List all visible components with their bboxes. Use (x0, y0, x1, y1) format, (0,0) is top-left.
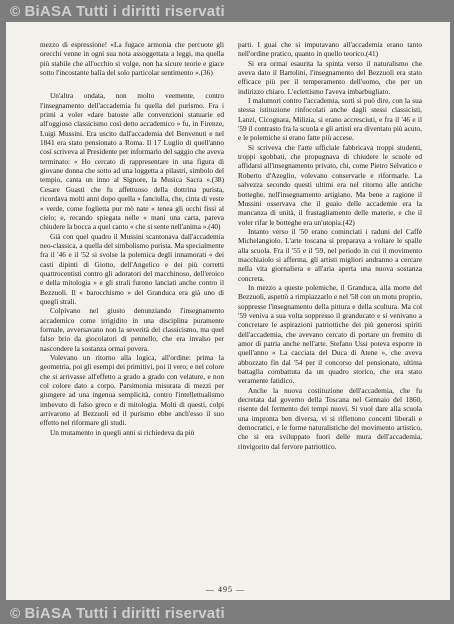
paragraph: Un mutamento in quegli anni si richiedeva da più (50, 427, 195, 437)
watermark-text: BiASA Tutti i diritti riservati (24, 604, 225, 622)
paragraph: Un'altra ondata, non molto veemente, contro l'insegnamento dell'accademia fu quella del purismo. Fra i primi a voler «dare batoste alle convenzioni statuarie ed all'oggioso classicismo così detto accademico » fu, in Firenze, Luigi Mussini. Era uscito dall'accademia del Benvenuti e nel 1841 era stato pensionato a Roma. Il 17 Luglio di quell'anno così scriveva al Presidente per informarlo del saggio che aveva terminato: « Ho cercato di rappresentare in una figura di giovane donna che sotto ad una loggetta a pilastri, simbolo del tempio, canta un inno al Signore, la Musica Sacra ».(38) Cesare Guasti che fu affettuoso della dottrina purista, ricordava molti anni dopo quella « fanciulla, che, cinta di veste « verde, come foglietta pur mò nate « tenea gli occhi fissi al cielo; e, recando spiegata nelle « mani una carta, pareva chiudere la bocca a quel canto « che si sente nell'anima ».(40) (40, 91, 224, 232)
paragraph: Colpivano nel giusto denunziando l'insegnamento accademico come irrigidito in una disciplina puramente formale, avversavano non la severità del classicismo, ma quel falso brio da giocolatori di pennello, che era invalso per nascondere la sostanza ormai povera. (40, 306, 224, 353)
paragraph: Intanto verso il '50 erano cominciati i raduni del Caffè Michelangiolo. L'arte toscana si preparava a voltare le spalle alla scuola. Fra il '55 e il '59, nel periodo in cui il movimento macchiaiolo si afferma, gli artisti migliori andranno a cercare nella vita giornaliera e all'aria aperta una nuova sostanza concreta. (238, 226, 422, 283)
paragraph: In mezzo a queste polemiche, il Granduca, alla morte del Bezzuoli, aspettò a rimpiazzarlo e nel '58 con un motu proprio, soppresse l'insegnamento della pittura e della scultura. Ma col '59 veniva a sua volta soppresso il granducato e si venivano a concretare le aspirazioni patriottiche dei più generosi spiriti dell'accademia, che avevano cercato di portare un fremito di amor di patria anche nell'arte. Stefano Ussi poteva esporre in quell'anno « La cacciata del Duca di Atene », che aveva abbozzato fin dal '54 per il concorso del pensionato, ultima battaglia combattuta da un quadro storico, che era stato veramente fatidico. (238, 282, 422, 386)
paragraph: I malumori contro l'accademia, sorti si può dire, con la sua stessa istituzione rinfocolati anche dagli stessi classicisti, Lanzi, Cicognara, Milizia, si erano accresciuti, e fra il '46 e il '59 il contrasto fra la scuola e gli artisti era diventato più acuto, e le polemiche si erano fatte più accese. (238, 96, 422, 143)
document-page (6, 22, 450, 600)
paragraph: Volevano un ritorno alla logica, all'ordine: prima la geometria, poi gli esempi dei primitivi, poi il vero; e nel colore che si arrivasse all'effetto a grado a grado con velature, e non col colore dato a corpo. Parsimonia misurata di mezzi per giungere ad una ingenua semplicità, contro l'intellettualismo imbevuto di falso greco e di mitologia. Molti di questi, colpi arrivarono al Bezzuoli ed il purismo ebbe anch'esso il suo effetto nel riformare gli studi. (40, 353, 224, 428)
copyright-logo: © (10, 3, 21, 19)
watermark-top (0, 0, 454, 22)
watermark-text: BiASA Tutti i diritti riservati (24, 2, 225, 20)
watermark-bottom (0, 602, 454, 624)
copyright-logo: © (10, 605, 21, 621)
paragraph: parti. I guai che si imputavano all'accademia erano tanto nell'ordine pratico, quanto in quello teorico.(41) (238, 40, 422, 59)
paragraph: mezzo di espressione! «La fugace armonia che percuote gli orecchi venne in ogni sua nota assoggettata a leggi, ma quella più stabile che all'occhio si volge, non ha sicure teorie e giace sotto l'incostante balìa del solo particolar sentimento ».(36) (40, 40, 224, 78)
paragraph: Si era ormai esaurita la spinta verso il naturalismo che aveva dato il Bartolini, l'insegnamento del Bezzuoli era stato efficace più per il temperamento dell'uomo, che per un indirizzo chiaro. L'eclettismo l'aveva imbarbugliato. (238, 58, 422, 96)
paragraph: Si scriveva che l'arte ufficiale fabbricava troppi studenti, troppi sgobbati, che propugnava di chiudere le scuole ed affidarsi all'insegnamento privato, chi, come Pietro Selvatico e Roberto d'Azeglio, volevano conservarle e riformarle. La salvezza secondo questi ultimi era nel ritorno alle antiche botteghe, nell'insegnamento artigiano. Ma bene a ragione il Mussini osservava che il guaio delle accademie era la mancanza di unità, il frastagliamento delle materie, e che il voler rifar le botteghe era un'utopia.(42) (238, 142, 422, 227)
right-column (238, 40, 422, 451)
paragraph: Già con quel quadro il Mussini scantonava dall'accademia neo-classica, a quella del simbolismo purista. Ma specialmente fra il '46 e il '52 si svolse la polemica degli innamorati « dei casti dipinti di Giotto, dell'Angelico e dei più corretti quattrocentisti contro gli adoratori del macchinoso, dell'eroico e della mitologia » e gli strali furono lanciati anche contro il Bezzuoli. Il « barocchismo » del Granduca era già uno di quegli strali. (40, 231, 224, 306)
paragraph: Anche la nuova costituzione dell'accademia, che fu decretata dal governo della Toscana nel Gennaio del 1860, risente del fermento dei tempi nuovi. Si vuol dare alla scuola una impronta ben diversa, vi si riflettono concetti liberali e democratici, e le forme naturalistiche del movimento artistico, che si era sviluppato fuori delle mura dell'accademia, rinvigorito dal fervore patriottico. (238, 385, 422, 451)
left-column (40, 40, 224, 437)
page-number: — 495 — (206, 585, 245, 594)
